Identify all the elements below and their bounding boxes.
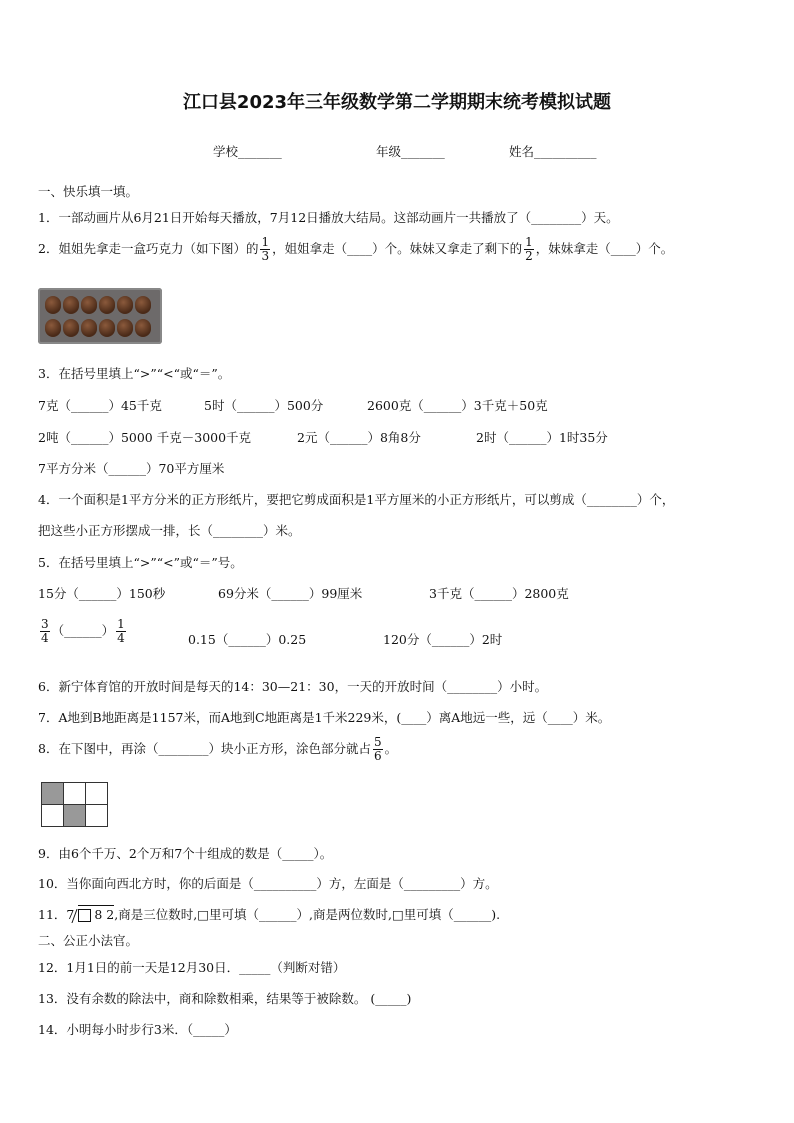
q2-text-b: ，姐姐拿走（____）个。妹妹又拿走了剩下的: [272, 241, 523, 256]
grade-field: 年级_______: [376, 144, 445, 159]
shading-grid-figure: [41, 782, 107, 828]
q5-item: 15分（______）150秒: [38, 586, 166, 601]
question-9: 9．由6个千万、2个万和7个十组成的数是（_____）。: [38, 846, 333, 861]
section-heading-1: 一、快乐填一填。: [38, 184, 139, 199]
grid-square-shaded: [63, 804, 86, 827]
section-heading-2: 二、公正小法官。: [38, 933, 139, 948]
q3-item: 2吨（______）5000 千克－3000千克: [38, 430, 252, 445]
q2-text-a: 2．姐姐先拿走一盒巧克力（如下图）的: [38, 241, 259, 256]
question-11: [38, 905, 500, 923]
q3-item: 7克（______）45千克: [38, 398, 162, 413]
q8-text-a: 8．在下图中，再涂（________）块小正方形，涂色部分就占: [38, 741, 371, 756]
q5-item: 0.15（______）0.25: [188, 632, 307, 647]
question-4-line-1: 4．一个面积是1平方分米的正方形纸片，要把它剪成面积是1平方厘米的小正方形纸片，可以剪成（________）个，: [38, 492, 675, 507]
name-field: 姓名__________: [509, 144, 597, 159]
question-12: 12．1月1日的前一天是12月30日．_____（判断对错）: [38, 960, 346, 975]
grid-square: [85, 804, 108, 827]
q3-item: 5时（______）500分: [204, 398, 324, 413]
question-5-stem: 5．在括号里填上“>”“<”或“＝”号。: [38, 555, 243, 570]
school-field: 学校_______: [213, 144, 282, 159]
q5-item: 3千克（______）2800克: [429, 586, 569, 601]
q2-text-c: ，妹妹拿走（____）个。: [535, 241, 674, 256]
q11-dividend-digits: 8 2: [94, 907, 115, 922]
question-13: 13．没有余数的除法中，商和除数相乘，结果等于被除数。 (_____): [38, 991, 412, 1006]
fraction-one-half: [524, 236, 534, 263]
fraction-numerator: 5: [373, 735, 382, 749]
fraction-five-sixths: [373, 736, 383, 763]
fraction-denominator: 6: [373, 749, 382, 763]
question-4-line-2: 把这些小正方形摆成一排，长（________）米。: [38, 523, 301, 538]
question-10: 10．当你面向西北方时，你的后面是（__________）方，左面是（_________）方。: [38, 876, 498, 891]
question-1: 1．一部动画片从6月21日开始每天播放，7月12日播放大结局。这部动画片一共播放了（________）天。: [38, 210, 619, 225]
q5-item: 69分米（______）99厘米: [218, 586, 363, 601]
q11-divisor: 11．7: [38, 907, 75, 922]
question-3-stem: 3．在括号里填上“>”“<“或“＝”。: [38, 366, 231, 381]
blank-box: [78, 909, 91, 922]
q11-text: ,商是三位数时,□里可填（______）,商是两位数时,□里可填（______).: [114, 907, 501, 922]
question-7: 7．A地到B地距离是1157米，而A地到C地距离是1千米229米，(____）离A地远一些，远（____）米。: [38, 710, 611, 725]
fraction-denominator: 3: [261, 249, 270, 263]
grid-square: [63, 782, 86, 805]
question-8: [38, 736, 397, 763]
q5-fraction-compare: [38, 618, 128, 645]
fraction-one-quarter: [116, 618, 126, 645]
q3-item: 2600克（______）3千克＋50克: [367, 398, 548, 413]
question-14: 14．小明每小时步行3米．（_____）: [38, 1022, 237, 1037]
q8-text-b: 。: [384, 741, 398, 756]
q3-item: 7平方分米（______）70平方厘米: [38, 461, 225, 476]
question-6: 6．新宁体育馆的开放时间是每天的14：30—21：30，一天的开放时间（________）小时。: [38, 679, 548, 694]
grid-square: [85, 782, 108, 805]
fraction-one-third: [260, 236, 270, 263]
q11-dividend: [78, 905, 114, 922]
fraction-numerator: 1: [117, 617, 125, 631]
fraction-denominator: 2: [525, 249, 533, 263]
fraction-denominator: 4: [117, 631, 125, 645]
fraction-numerator: 3: [41, 617, 49, 631]
fraction-denominator: 4: [41, 631, 49, 645]
fraction-three-quarters: [40, 618, 50, 645]
question-2: [38, 236, 673, 263]
grid-square: [41, 804, 64, 827]
page-title: 江口县2023年三年级数学第二学期期末统考模拟试题: [182, 92, 612, 113]
compare-blank: （______）: [51, 623, 115, 638]
grid-square-shaded: [41, 782, 64, 805]
chocolate-box-image: [38, 288, 162, 344]
q3-item: 2时（______）1时35分: [476, 430, 608, 445]
fraction-numerator: 1: [525, 235, 533, 249]
q3-item: 2元（______）8角8分: [297, 430, 421, 445]
fraction-numerator: 1: [261, 235, 270, 249]
q5-item: 120分（______）2时: [383, 632, 503, 647]
